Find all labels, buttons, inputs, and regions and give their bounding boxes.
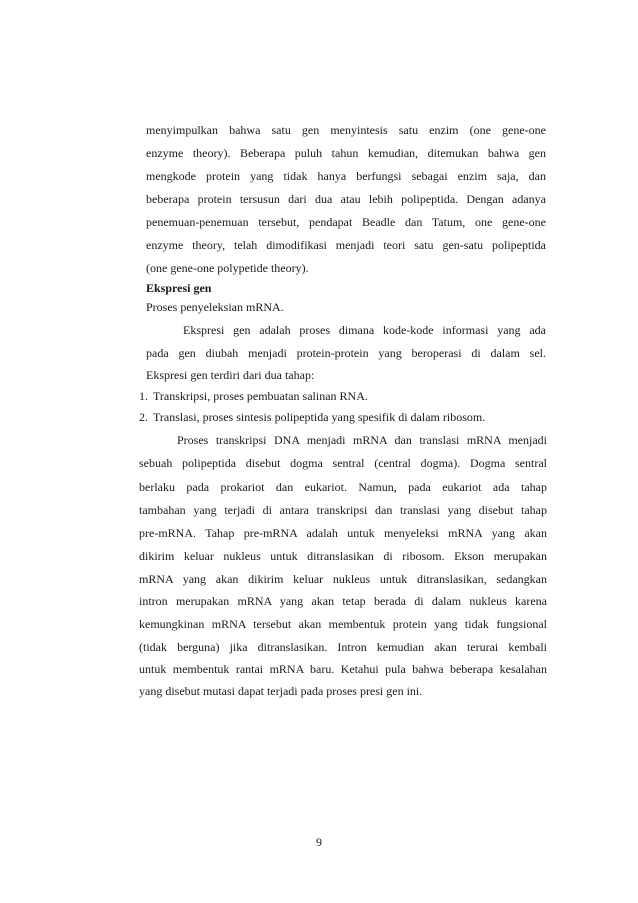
section-subheading: Proses penyeleksian mRNA.: [146, 300, 284, 314]
paragraph3-line: untuk membentuk rantai mRNA baru. Ketahui pula bahwa beberapa kesalahan: [139, 662, 547, 676]
paragraph3-line: kemungkinan mRNA tersebut akan membentuk protein yang tidak fungsional: [139, 617, 547, 631]
paragraph1-line: menyimpulkan bahwa satu gen menyintesis satu enzim (one gene-one: [146, 123, 546, 137]
paragraph2-line: pada gen diubah menjadi protein-protein yang beroperasi di dalam sel.: [146, 346, 546, 360]
paragraph1-line: enzyme theory, telah dimodifikasi menjadi teori satu gen-satu polipeptida: [146, 238, 546, 252]
paragraph1-line: beberapa protein tersusun dari dua atau lebih polipeptida. Dengan adanya: [146, 192, 546, 206]
list-item: [139, 410, 485, 424]
list-item-number: 1.: [139, 389, 148, 403]
list-item-text: Translasi, proses sintesis polipeptida yang spesifik di dalam ribosom.: [153, 410, 486, 424]
paragraph3-line: intron merupakan mRNA yang akan tetap berada di dalam nukleus karena: [139, 594, 547, 608]
paragraph3-line: berlaku pada prokariot dan eukariot. Namun, pada eukariot ada tahap: [139, 480, 547, 494]
paragraph1-line: (one gene-one polypetide theory).: [146, 261, 309, 275]
paragraph3-line: sebuah polipeptida disebut dogma sentral (central dogma). Dogma sentral: [139, 456, 547, 470]
paragraph3-line: dikirim keluar nukleus untuk ditranslasikan di ribosom. Ekson merupakan: [139, 549, 547, 563]
paragraph1-line: penemuan-penemuan tersebut, pendapat Beadle dan Tatum, one gene-one: [146, 215, 546, 229]
page-number: 9: [316, 835, 322, 849]
section-heading: Ekspresi gen: [146, 281, 212, 295]
paragraph3-line: tambahan yang terjadi di antara transkripsi dan translasi yang disebut tahap: [139, 503, 547, 517]
paragraph1-line: enzyme theory). Beberapa puluh tahun kemudian, ditemukan bahwa gen: [146, 146, 546, 160]
paragraph3-line: mRNA yang akan dikirim keluar nukleus untuk ditranslasikan, sedangkan: [139, 572, 547, 586]
paragraph3-line: (tidak berguna) jika ditranslasikan. Intron kemudian akan terurai kembali: [139, 640, 547, 654]
paragraph3-line: pre-mRNA. Tahap pre-mRNA adalah untuk menyeleksi mRNA yang akan: [139, 526, 547, 540]
list-item-number: 2.: [139, 410, 148, 424]
paragraph3-line: yang disebut mutasi dapat terjadi pada proses presi gen ini.: [139, 684, 423, 698]
paragraph1-line: mengkode protein yang tidak hanya berfungsi sebagai enzim saja, dan: [146, 169, 546, 183]
list-item: [139, 389, 368, 403]
paragraph2-line: Ekspresi gen adalah proses dimana kode-kode informasi yang ada: [183, 323, 546, 337]
list-item-text: Transkripsi, proses pembuatan salinan RNA.: [153, 389, 368, 403]
paragraph3-line: Proses transkripsi DNA menjadi mRNA dan translasi mRNA menjadi: [177, 433, 547, 447]
paragraph2-line: Ekspresi gen terdiri dari dua tahap:: [146, 368, 315, 382]
